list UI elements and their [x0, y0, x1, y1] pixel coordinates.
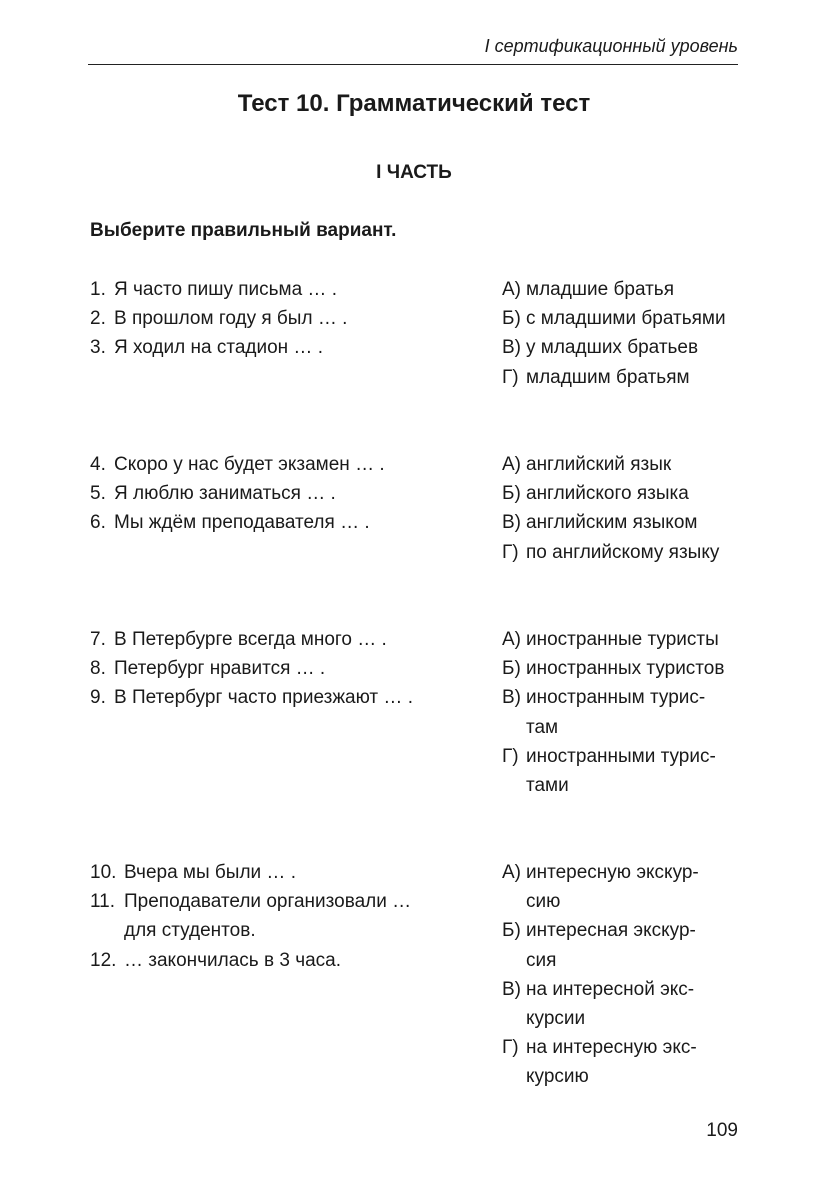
- question-text: Петербург нравится … .: [114, 658, 326, 680]
- answer-text: интересную экскур-: [526, 862, 699, 883]
- answers-list: [502, 275, 742, 392]
- answers-list: [502, 625, 742, 800]
- question-text-continued: для студентов.: [124, 920, 256, 942]
- question-text: В Петербурге всегда много … .: [114, 629, 387, 650]
- questions-list: [90, 858, 470, 975]
- answer-text: на интересную экс-: [526, 1037, 697, 1059]
- question-number: 8.: [90, 658, 106, 680]
- question-number: 6.: [90, 512, 106, 534]
- question-item: [90, 304, 470, 333]
- answer-option: [502, 625, 742, 654]
- answer-option: [502, 683, 742, 741]
- answers-list: [502, 858, 742, 1092]
- answer-text: младшим братьям: [526, 366, 690, 388]
- question-item: [90, 625, 470, 654]
- answer-letter: Б): [502, 308, 521, 330]
- answer-letter: В): [502, 512, 521, 534]
- answer-letter: Г): [502, 366, 519, 388]
- answer-text-continued: тами: [526, 775, 569, 797]
- question-text: Преподаватели организовали …: [124, 891, 412, 913]
- question-number: 11.: [90, 891, 116, 913]
- question-item: [90, 887, 470, 945]
- answer-text: английского языка: [526, 483, 689, 505]
- question-item: [90, 683, 470, 712]
- answer-text: иностранными турис-: [526, 745, 716, 767]
- answer-text: иностранных туристов: [526, 658, 725, 680]
- answer-letter: Г): [502, 745, 519, 767]
- answer-option: [502, 1033, 742, 1091]
- answer-text-continued: там: [526, 716, 559, 738]
- answer-option: [502, 450, 742, 479]
- question-text: Скоро у нас будет экзамен … .: [114, 454, 385, 475]
- question-text: В Петербург часто приезжают … .: [114, 687, 413, 709]
- answer-letter: Г): [502, 1037, 519, 1059]
- test-title: Тест 10. Грамматический тест: [237, 90, 591, 117]
- answer-text: иностранным турис-: [526, 687, 706, 709]
- answer-letter: Б): [502, 483, 521, 505]
- answer-letter: Б): [502, 920, 521, 942]
- question-text: … закончилась в 3 часа.: [124, 949, 342, 971]
- question-number: 7.: [90, 629, 106, 650]
- answer-letter: А): [502, 279, 521, 300]
- question-text: Я ходил на стадион … .: [114, 337, 323, 359]
- answer-letter: В): [502, 337, 521, 359]
- answer-option: [502, 916, 742, 974]
- answer-letter: А): [502, 862, 521, 883]
- questions-list: [90, 450, 470, 538]
- answer-text: иностранные туристы: [526, 629, 719, 650]
- answer-text: по английскому языку: [526, 541, 720, 563]
- answer-option: [502, 304, 742, 333]
- question-item: [90, 858, 470, 887]
- header-rule: [88, 64, 738, 65]
- question-number: 12.: [90, 949, 117, 971]
- answer-text: младшие братья: [526, 279, 674, 300]
- answer-letter: Б): [502, 658, 521, 680]
- answer-letter: Г): [502, 541, 519, 563]
- answer-option: [502, 975, 742, 1033]
- question-number: 3.: [90, 337, 106, 359]
- answer-text-continued: курсию: [526, 1066, 589, 1088]
- question-text: В прошлом году я был … .: [114, 308, 348, 330]
- answer-letter: А): [502, 454, 521, 475]
- questions-list: [90, 625, 470, 713]
- question-item: [90, 654, 470, 683]
- question-text: Мы ждём преподавателя … .: [114, 512, 370, 534]
- answer-text: на интересной экс-: [526, 978, 695, 1000]
- answer-text: английский язык: [526, 454, 672, 475]
- question-number: 1.: [90, 279, 106, 300]
- page-number: 109: [706, 1120, 738, 1141]
- answer-letter: В): [502, 978, 521, 1000]
- answer-text-continued: сия: [526, 949, 557, 971]
- question-number: 10.: [90, 862, 117, 883]
- answer-letter: В): [502, 687, 521, 709]
- question-item: [90, 508, 470, 537]
- answer-option: [502, 858, 742, 916]
- question-number: 4.: [90, 454, 106, 475]
- question-item: [90, 946, 470, 975]
- answer-text-continued: курсии: [526, 1008, 586, 1030]
- instruction: Выберите правильный вариант.: [90, 220, 397, 241]
- answer-text: интересная экскур-: [526, 920, 696, 942]
- answer-text: с младшими братьями: [526, 308, 726, 330]
- answer-text: английским языком: [526, 512, 698, 534]
- question-text: Я люблю заниматься … .: [114, 483, 336, 505]
- answer-letter: А): [502, 629, 521, 650]
- question-item: [90, 479, 470, 508]
- question-item: [90, 275, 470, 304]
- question-number: 9.: [90, 687, 106, 709]
- answer-option: [502, 654, 742, 683]
- answer-option: [502, 275, 742, 304]
- answer-option: [502, 479, 742, 508]
- question-item: [90, 450, 470, 479]
- answer-option: [502, 508, 742, 537]
- running-header: I сертификационный уровень: [484, 36, 738, 56]
- answer-option: [502, 363, 742, 392]
- answer-option: [502, 333, 742, 362]
- answer-option: [502, 742, 742, 800]
- questions-list: [90, 275, 470, 363]
- question-number: 5.: [90, 483, 106, 505]
- answers-list: [502, 450, 742, 567]
- question-number: 2.: [90, 308, 106, 330]
- part-title: I ЧАСТЬ: [376, 162, 452, 183]
- answer-text: у младших братьев: [526, 337, 699, 359]
- question-text: Вчера мы были … .: [124, 862, 296, 883]
- question-item: [90, 333, 470, 362]
- answer-text-continued: сию: [526, 891, 561, 913]
- answer-option: [502, 538, 742, 567]
- question-text: Я часто пишу письма … .: [114, 279, 337, 300]
